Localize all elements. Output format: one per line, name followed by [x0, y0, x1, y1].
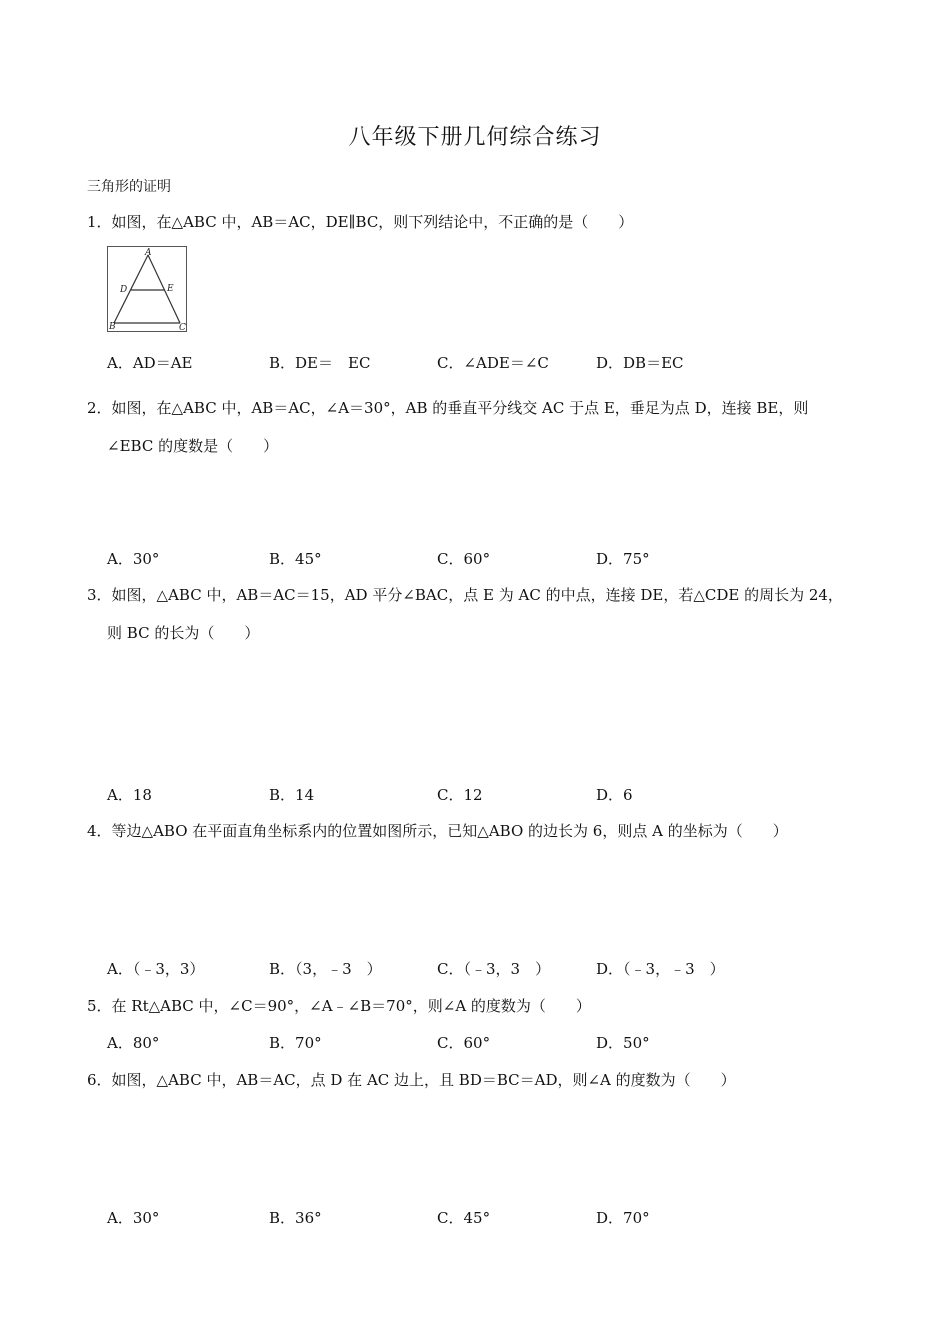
page-title: 八年级下册几何综合练习 [348, 125, 602, 150]
q5-option-b: B．70° [269, 1034, 322, 1052]
q5-option-a: A．80° [107, 1034, 160, 1052]
label-b: B [109, 322, 116, 331]
q1-option-c: C．∠ADE＝∠C [437, 354, 549, 372]
question-5-text: 5．在 Rt△ABC 中，∠C＝90°，∠A﹣∠B＝70°，则∠A 的度数为（ ） [87, 997, 591, 1015]
question-4-text: 4．等边△ABO 在平面直角坐标系内的位置如图所示，已知△ABO 的边长为 6，则点 A 的坐标为（ ） [87, 822, 788, 840]
q4-option-c: C．（﹣3，3 ） [437, 960, 551, 978]
label-a: A [145, 248, 152, 258]
q3-option-b: B．14 [269, 786, 315, 804]
q3-option-c: C．12 [437, 786, 483, 804]
question-1-figure [107, 246, 187, 332]
q5-option-c: C．60° [437, 1034, 491, 1052]
q6-option-b: B．36° [269, 1209, 322, 1227]
q2-option-a: A．30° [107, 550, 160, 568]
triangle-diagram [108, 247, 186, 331]
q6-option-a: A．30° [107, 1209, 160, 1227]
q5-option-d: D．50° [596, 1034, 650, 1052]
q1-option-a: A．AD＝AE [107, 354, 193, 372]
question-1-text: 1．如图，在△ABC 中，AB＝AC，DE∥BC，则下列结论中，不正确的是（ ） [87, 213, 634, 231]
label-d: D [120, 285, 128, 295]
q4-option-d: D．（﹣3，﹣3 ） [596, 960, 725, 978]
question-3-text: 3．如图，△ABC 中，AB＝AC＝15，AD 平分∠BAC，点 E 为 AC 的中点，连接 DE，若△CDE 的周长为 24， [87, 586, 843, 604]
question-3-text-cont: 则 BC 的长为（ ） [107, 624, 260, 642]
q2-option-d: D．75° [596, 550, 650, 568]
q3-option-a: A．18 [107, 786, 152, 804]
q2-option-b: B．45° [269, 550, 322, 568]
q6-option-c: C．45° [437, 1209, 491, 1227]
q1-option-b: B．DE＝ EC [269, 354, 371, 372]
question-2-text-cont: ∠EBC 的度数是（ ） [107, 437, 279, 455]
label-c: C [179, 323, 186, 331]
label-e: E [167, 284, 174, 294]
question-6-text: 6．如图，△ABC 中，AB＝AC，点 D 在 AC 边上，且 BD＝BC＝AD，则∠A 的度数为（ ） [87, 1071, 736, 1089]
q2-option-c: C．60° [437, 550, 491, 568]
question-2-text: 2．如图，在△ABC 中，AB＝AC，∠A＝30°，AB 的垂直平分线交 AC 于点 E，垂足为点 D，连接 BE，则 [87, 399, 809, 417]
q1-option-d: D．DB＝EC [596, 354, 684, 372]
q6-option-d: D．70° [596, 1209, 650, 1227]
q4-option-a: A．（﹣3，3） [107, 960, 205, 978]
section-heading: 三角形的证明 [87, 179, 171, 195]
q3-option-d: D．6 [596, 786, 633, 804]
q4-option-b: B．（3，﹣3 ） [269, 960, 382, 978]
